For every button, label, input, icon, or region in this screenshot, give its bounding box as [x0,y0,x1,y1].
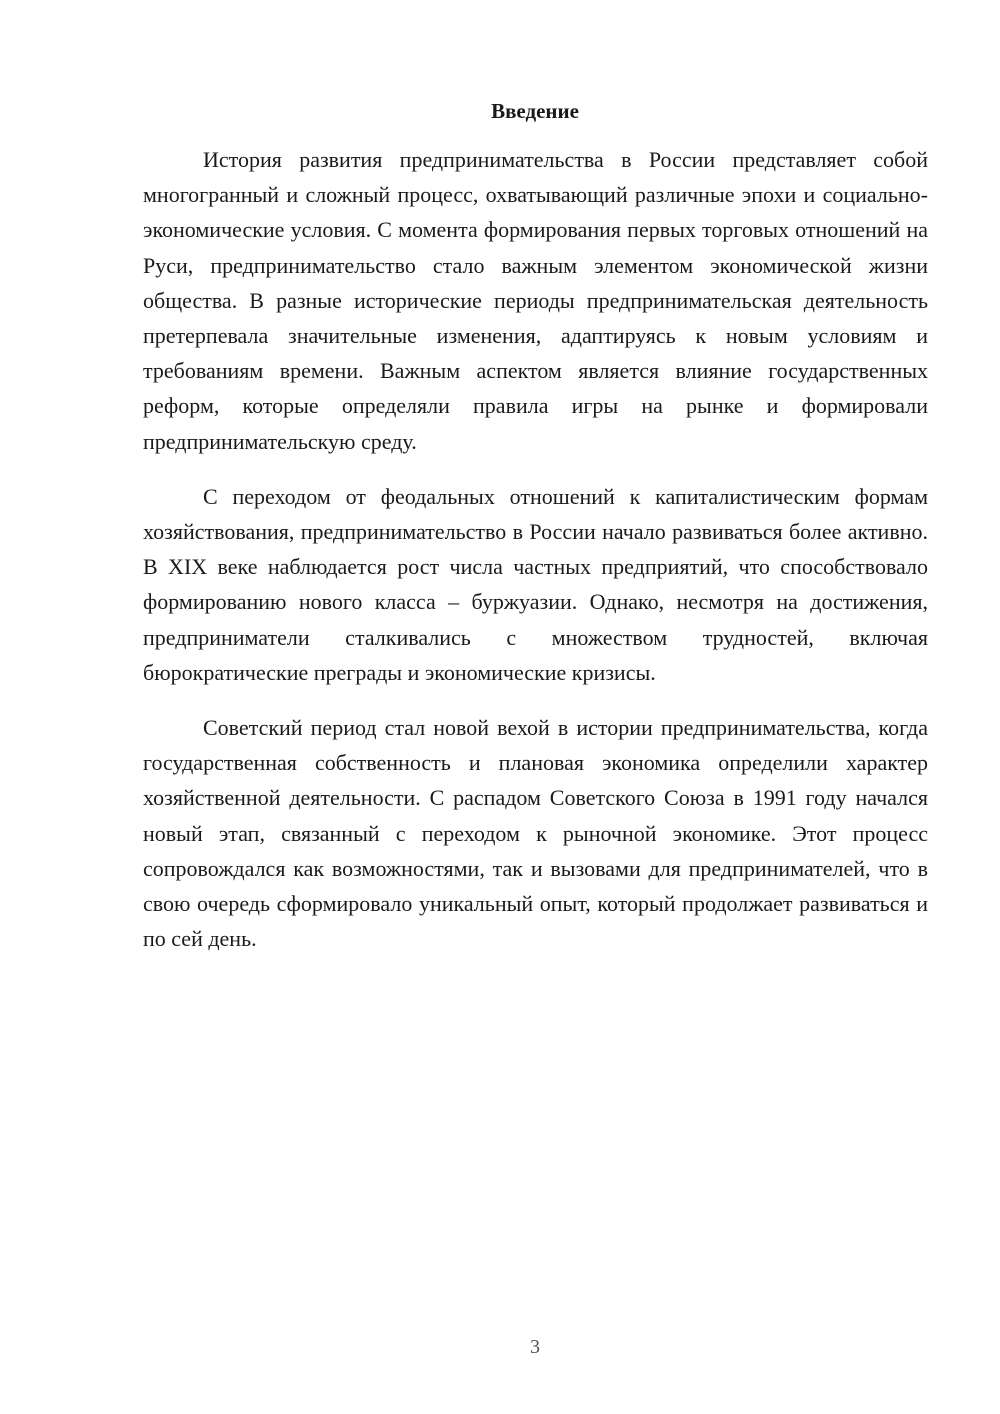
paragraph-1: История развития предпринимательства в России представляет собой многогранный и сложный процесс, охватывающий различные эпохи и социально-экономические условия. С момента формирования первых торговых отношений на Руси, предпринимательство стало важным элементом экономической жизни общества. В разные исторические периоды предпринимательская деятельность претерпевала значительные изменения, адаптируясь к новым условиям и требованиям времени. Важным аспектом является влияние государственных реформ, которые определяли правила игры на рынке и формировали предпринимательскую среду. [143,147,928,454]
body-text [143,142,928,976]
page-number: 3 [530,1336,540,1358]
paragraph-3: Советский период стал новой вехой в истории предпринимательства, когда государственная собственность и плановая экономика определили характер хозяйственной деятельности. С распадом Советского Союза в 1991 году начался новый этап, связанный с переходом к рыночной экономике. Этот процесс сопровождался как возможностями, так и вызовами для предпринимателей, что в свою очередь сформировало уникальный опыт, который продолжает развиваться и по сей день. [143,715,928,952]
section-heading: Введение [491,99,579,123]
paragraph-2: С переходом от феодальных отношений к капиталистическим формам хозяйствования, предпринимательство в России начало развиваться более активно. В XIX веке наблюдается рост числа частных предприятий, что способствовало формированию нового класса – буржуазии. Однако, несмотря на достижения, предприниматели сталкивались с множеством трудностей, включая бюрократические преграды и экономические кризисы. [143,483,928,685]
